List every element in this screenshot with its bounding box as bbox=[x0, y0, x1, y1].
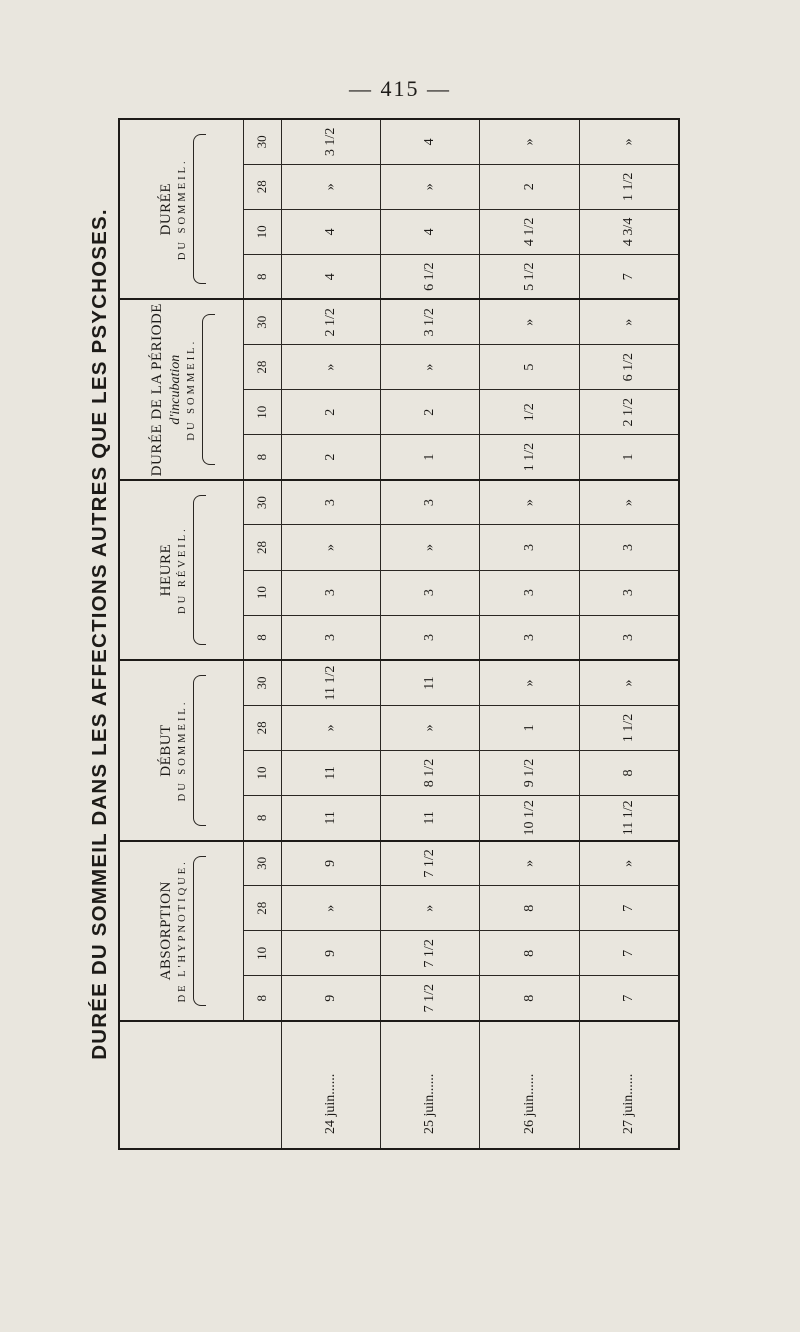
table-cell: 4 bbox=[381, 119, 480, 164]
table-cell: » bbox=[281, 345, 380, 390]
row-date: 27 juin...... bbox=[579, 1021, 679, 1149]
row-date: 24 juin...... bbox=[281, 1021, 380, 1149]
table-cell: » bbox=[480, 119, 579, 164]
table-cell: » bbox=[281, 705, 380, 750]
table-cell: 11 bbox=[381, 660, 480, 705]
table-cell: 9 bbox=[281, 931, 380, 976]
table-cell: » bbox=[480, 660, 579, 705]
table-cell: 4 bbox=[281, 254, 380, 299]
table-row bbox=[381, 119, 480, 1149]
group-header-absorption: ABSORPTION DE L'HYPNOTIQUE. bbox=[119, 841, 243, 1021]
table-cell: 6 1/2 bbox=[579, 345, 679, 390]
row-date: 26 juin...... bbox=[480, 1021, 579, 1149]
subcolumn-header: 8 bbox=[243, 976, 281, 1021]
subcolumn-header-row bbox=[243, 119, 281, 1149]
table-cell: 1 bbox=[480, 705, 579, 750]
table-cell: 1 bbox=[381, 435, 480, 480]
table-cell: 8 1/2 bbox=[381, 750, 480, 795]
subcolumn-header: 10 bbox=[243, 931, 281, 976]
page-number: — 415 — bbox=[349, 76, 451, 101]
table-cell: » bbox=[281, 525, 380, 570]
table-cell: 3 bbox=[480, 570, 579, 615]
subcolumn-header: 28 bbox=[243, 525, 281, 570]
row-date: 25 juin...... bbox=[381, 1021, 480, 1149]
table-cell: 1 bbox=[579, 435, 679, 480]
table-cell: 2 1/2 bbox=[579, 390, 679, 435]
group-header-debut: DÉBUT DU SOMMEIL. bbox=[119, 660, 243, 840]
group-header-heure: HEURE DU RÉVEIL. bbox=[119, 480, 243, 660]
subcolumn-header: 8 bbox=[243, 796, 281, 841]
table-cell: » bbox=[579, 119, 679, 164]
table-cell: 8 bbox=[480, 886, 579, 931]
table-cell: 3 1/2 bbox=[281, 119, 380, 164]
table-cell: 9 1/2 bbox=[480, 750, 579, 795]
group-header-row bbox=[119, 119, 243, 1149]
table-cell: 7 1/2 bbox=[381, 841, 480, 886]
date-header bbox=[119, 1021, 281, 1149]
table-cell: 3 bbox=[381, 480, 480, 525]
table-cell: 2 bbox=[281, 390, 380, 435]
table-cell: 4 3/4 bbox=[579, 209, 679, 254]
sleep-duration-table bbox=[118, 118, 680, 1150]
rotated-table-block bbox=[88, 118, 680, 1150]
table-row bbox=[579, 119, 679, 1149]
table-cell: » bbox=[579, 660, 679, 705]
table-cell: 3 bbox=[579, 525, 679, 570]
table-cell: 2 bbox=[480, 164, 579, 209]
subcolumn-header: 28 bbox=[243, 705, 281, 750]
table-cell: 3 bbox=[579, 615, 679, 660]
table-row bbox=[281, 119, 380, 1149]
subcolumn-header: 10 bbox=[243, 209, 281, 254]
table-cell: 3 1/2 bbox=[381, 300, 480, 345]
table-cell: » bbox=[381, 164, 480, 209]
table-cell: 2 1/2 bbox=[281, 300, 380, 345]
subcolumn-header: 30 bbox=[243, 480, 281, 525]
table-cell: » bbox=[381, 525, 480, 570]
subcolumn-header: 30 bbox=[243, 119, 281, 164]
table-title: DURÉE DU SOMMEIL DANS LES AFFECTIONS AUTRES QUE LES PSYCHOSES. bbox=[88, 208, 111, 1060]
subcolumn-header: 30 bbox=[243, 660, 281, 705]
table-cell: 11 bbox=[281, 796, 380, 841]
table-cell: » bbox=[480, 300, 579, 345]
table-cell: 8 bbox=[480, 931, 579, 976]
table-cell: » bbox=[480, 841, 579, 886]
table-cell: 7 bbox=[579, 931, 679, 976]
table-cell: 4 1/2 bbox=[480, 209, 579, 254]
table-cell: 10 1/2 bbox=[480, 796, 579, 841]
table-cell: 11 bbox=[381, 796, 480, 841]
table-cell: 1 1/2 bbox=[579, 705, 679, 750]
group-header-incubation: DURÉE DE LA PÉRIODE d'incubation DU SOMMEIL. bbox=[119, 300, 243, 480]
table-cell: 3 bbox=[281, 480, 380, 525]
subcolumn-header: 10 bbox=[243, 570, 281, 615]
table-cell: 1 1/2 bbox=[579, 164, 679, 209]
table-cell: 6 1/2 bbox=[381, 254, 480, 299]
subcolumn-header: 28 bbox=[243, 164, 281, 209]
subcolumn-header: 8 bbox=[243, 435, 281, 480]
table-cell: 11 bbox=[281, 750, 380, 795]
table-cell: » bbox=[381, 705, 480, 750]
table-row bbox=[480, 119, 579, 1149]
table-cell: 7 bbox=[579, 886, 679, 931]
table-cell: 4 bbox=[381, 209, 480, 254]
table-cell: 7 bbox=[579, 254, 679, 299]
table-cell: 3 bbox=[579, 570, 679, 615]
table-cell: 3 bbox=[480, 615, 579, 660]
table-cell: 1/2 bbox=[480, 390, 579, 435]
table-cell: 3 bbox=[381, 615, 480, 660]
table-cell: 9 bbox=[281, 841, 380, 886]
table-cell: » bbox=[579, 841, 679, 886]
table-cell: 2 bbox=[381, 390, 480, 435]
subcolumn-header: 10 bbox=[243, 390, 281, 435]
table-cell: 3 bbox=[281, 615, 380, 660]
table-cell: 4 bbox=[281, 209, 380, 254]
table-cell: 2 bbox=[281, 435, 380, 480]
subcolumn-header: 28 bbox=[243, 886, 281, 931]
subcolumn-header: 30 bbox=[243, 300, 281, 345]
table-cell: 11 1/2 bbox=[579, 796, 679, 841]
table-cell: 8 bbox=[579, 750, 679, 795]
table-cell: » bbox=[480, 480, 579, 525]
table-cell: 1 1/2 bbox=[480, 435, 579, 480]
table-cell: 5 bbox=[480, 345, 579, 390]
table-cell: 3 bbox=[381, 570, 480, 615]
table-cell: 7 bbox=[579, 976, 679, 1021]
subcolumn-header: 30 bbox=[243, 841, 281, 886]
table-cell: 11 1/2 bbox=[281, 660, 380, 705]
table-cell: 7 1/2 bbox=[381, 976, 480, 1021]
group-header-duree: DURÉE DU SOMMEIL. bbox=[119, 119, 243, 300]
table-cell: » bbox=[381, 345, 480, 390]
table-cell: 8 bbox=[480, 976, 579, 1021]
subcolumn-header: 8 bbox=[243, 615, 281, 660]
table-cell: 5 1/2 bbox=[480, 254, 579, 299]
subcolumn-header: 28 bbox=[243, 345, 281, 390]
table-cell: » bbox=[579, 480, 679, 525]
subcolumn-header: 10 bbox=[243, 750, 281, 795]
subcolumn-header: 8 bbox=[243, 254, 281, 299]
table-cell: 9 bbox=[281, 976, 380, 1021]
table-cell: 7 1/2 bbox=[381, 931, 480, 976]
table-cell: » bbox=[281, 164, 380, 209]
table-cell: » bbox=[281, 886, 380, 931]
table-cell: » bbox=[579, 300, 679, 345]
table-cell: » bbox=[381, 886, 480, 931]
table-cell: 3 bbox=[480, 525, 579, 570]
table-cell: 3 bbox=[281, 570, 380, 615]
